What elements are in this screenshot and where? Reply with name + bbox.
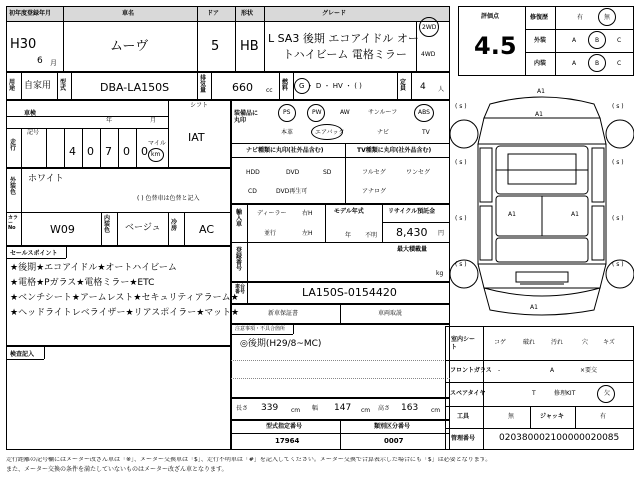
- diagram-s-mark: ( s ): [612, 215, 624, 222]
- drive-2wd: 2WD: [422, 24, 437, 31]
- capacity-label: 定員: [400, 79, 407, 92]
- ac-label: 冷房: [171, 219, 178, 232]
- model-year-unit: 年: [345, 232, 352, 239]
- seat-label: 室内シート: [451, 336, 476, 352]
- doors-label: ドア: [207, 10, 219, 17]
- category-label: 類別区分番号: [374, 423, 411, 430]
- grade-line1: L SA3 後期 エコアイドル オー: [268, 32, 419, 45]
- equip-aw: AW: [340, 109, 350, 116]
- recycle-amount: 8,430: [396, 226, 428, 239]
- model-year-unknown: 不明: [365, 232, 378, 239]
- length-label: 長さ: [236, 405, 249, 412]
- navi-dvd-play: DVD再生可: [276, 188, 308, 195]
- height-unit: cm: [431, 407, 441, 414]
- seat-item: キズ: [603, 339, 615, 346]
- mileage-digit: 0: [87, 145, 94, 158]
- model: DBA-LA150S: [100, 81, 170, 94]
- navi-header: ナビ種類に丸印(社外品含む): [246, 147, 324, 154]
- interior-color: ベージュ: [125, 223, 161, 233]
- windshield-a: A: [550, 367, 555, 374]
- sales-line: ★ヘッドライトレベライザー★リアスポイラー★マット★: [10, 308, 240, 318]
- seat-item: 破れ: [523, 339, 536, 346]
- model-designation: 17964: [275, 437, 300, 445]
- recycle-label: リサイクル預託金: [388, 208, 436, 215]
- equip-pw: PW: [312, 109, 322, 116]
- diagram-a1-rear: A1: [530, 304, 538, 311]
- diagram-s-mark: ( s ): [612, 159, 624, 166]
- mileage-label: 走行: [10, 139, 17, 152]
- equip-tv: TV: [422, 129, 430, 136]
- grade-b: B: [595, 60, 600, 67]
- management-number: 020380002100000020085: [499, 433, 620, 443]
- repair-no: 無: [604, 14, 611, 21]
- displacement-label: 排気量: [200, 75, 207, 94]
- tv-analog: アナログ: [362, 188, 387, 195]
- reg-no-label: 登録番号: [236, 247, 243, 272]
- windshield-x: ×要交: [580, 367, 598, 374]
- width-unit: cm: [361, 407, 371, 414]
- equip-sunroof: サンルーフ: [368, 109, 398, 116]
- ac: AC: [199, 223, 215, 236]
- exterior-label: 外装色: [10, 177, 17, 196]
- grade-line2: トハイビーム 電格ミラー: [283, 48, 407, 61]
- windshield-dash: -: [498, 367, 501, 374]
- car-name-label: 車名: [122, 10, 135, 17]
- seat-item: 穴: [582, 339, 589, 346]
- mileage-digit: 0: [141, 145, 148, 158]
- diagram-s-mark: ( s ): [612, 103, 624, 110]
- length: 339: [261, 403, 279, 413]
- sales-line: ★後期★エコアイドル★オートハイビーム: [10, 263, 177, 273]
- inspector-block: [6, 346, 231, 450]
- equip-abs: ABS: [418, 109, 430, 116]
- chassis-label: 車台番号: [235, 284, 246, 295]
- max-load-unit: kg: [436, 270, 444, 277]
- color-no: W09: [50, 223, 75, 236]
- diagram-s-mark: ( s ): [455, 261, 467, 268]
- tv-header: TV種類に丸印(社外品含む): [357, 147, 432, 154]
- car-diagram: [450, 84, 634, 324]
- tools-value: 無: [508, 413, 515, 420]
- reg-month: 6: [37, 56, 43, 66]
- sales-line: ★電格★Pガラス★電格ミラー★ETC: [10, 278, 155, 288]
- capacity-unit: 人: [438, 86, 445, 93]
- model-designation-label: 型式指定番号: [266, 423, 303, 430]
- max-load-label: 最大積載量: [397, 246, 428, 253]
- mileage-digit: 7: [105, 145, 112, 158]
- navi-dvd: DVD: [286, 169, 300, 176]
- drive-4wd: 4WD: [421, 51, 436, 58]
- diagram-a1-side: A1: [571, 211, 579, 218]
- seat-item: コゲ: [494, 339, 507, 346]
- capacity: 4: [420, 82, 426, 92]
- footer-note-1: 走行距離の記号欄にはメーター改ざん車は「※」、メーター交換車は「$」、走行不明車は「#」を記入してください。メーター交換で合算表示した場合にも「$」は必要となります。: [6, 457, 492, 463]
- mile-label: マイル: [148, 140, 166, 147]
- reg-month-unit: 月: [50, 59, 57, 67]
- mileage-digit: 4: [69, 145, 76, 158]
- first-reg-label: 初年度登録年月: [9, 10, 52, 17]
- color-no-label: カラーNo: [8, 215, 19, 231]
- header-bg: [7, 7, 449, 21]
- tv-fullseg: フルセグ: [362, 169, 386, 176]
- displacement: 660: [232, 81, 253, 94]
- jack-label: ジャッキ: [540, 413, 564, 420]
- height: 163: [401, 403, 419, 413]
- category-number: 0007: [384, 437, 404, 445]
- diagram-s-mark: ( s ): [455, 215, 467, 222]
- car-name: ムーヴ: [110, 39, 149, 54]
- chassis-number: LA150S-0154420: [302, 286, 397, 299]
- score-label: 評価点: [481, 13, 500, 20]
- jack-value: 有: [600, 413, 607, 420]
- grade-b: B: [595, 37, 600, 44]
- spare-t: T: [532, 390, 536, 397]
- management-label: 管理番号: [451, 435, 476, 442]
- km-label: km: [151, 151, 161, 158]
- import-left: 左H: [302, 230, 313, 237]
- interior-label: 内装色: [104, 215, 111, 234]
- grade-a: A: [572, 37, 577, 44]
- grade-label: グレード: [322, 10, 347, 17]
- width: 147: [334, 403, 352, 413]
- equip-leather: 本革: [281, 129, 294, 136]
- grade-c: C: [617, 60, 622, 67]
- width-label: 幅: [312, 405, 319, 412]
- inspector-label: 検査記入: [10, 351, 35, 358]
- model-year-label: モデル年式: [334, 208, 364, 215]
- notes-block: [231, 324, 450, 398]
- diagram-s-mark: ( s ): [612, 261, 624, 268]
- exterior-grade-label: 外装: [534, 37, 547, 44]
- diagram-s-mark: ( s ): [455, 103, 467, 110]
- tv-oneseg: ワンセグ: [406, 169, 431, 176]
- shape-label: 形状: [241, 10, 254, 17]
- repair-label: 修復歴: [530, 14, 549, 21]
- equip-navi: ナビ: [377, 129, 390, 136]
- equipment-label: 装備品に丸印: [234, 110, 259, 125]
- grade-a: A: [572, 60, 577, 67]
- diagram-a1-front: A1: [537, 88, 545, 95]
- height-label: 高さ: [378, 405, 391, 412]
- era-year: H30: [10, 37, 37, 52]
- model-label: 型式: [60, 79, 67, 92]
- diagram-a1-side: A1: [508, 211, 516, 218]
- tools-label: 工具: [457, 413, 470, 420]
- navi-hdd: HDD: [246, 169, 260, 176]
- import-label: 輸入車: [236, 209, 243, 228]
- diagram-s-mark: ( s ): [455, 159, 467, 166]
- seat-item: 汚れ: [551, 339, 564, 346]
- length-unit: cm: [291, 407, 301, 414]
- usage-row: [6, 72, 450, 100]
- equip-airbag: エアバック: [315, 129, 345, 136]
- recycle-yen: 円: [438, 230, 445, 237]
- navi-cd: CD: [248, 188, 257, 195]
- sales-label: セールスポイント: [10, 250, 58, 257]
- mileage-digit: 0: [123, 145, 130, 158]
- sales-line: ★ベンチシート★アームレスト★セキュリティアラーム★: [10, 293, 239, 303]
- displacement-unit: cc: [266, 87, 273, 94]
- usage: 自家用: [24, 81, 52, 91]
- import-dealer: ディーラー: [257, 210, 287, 217]
- diagram-a1-hood: A1: [535, 111, 543, 118]
- shaken-label: 車検: [24, 110, 37, 117]
- notes-text: ◎後期(H29/8~MC): [240, 339, 322, 349]
- navi-sd: SD: [323, 169, 332, 176]
- spare-kit: 修理KIT: [554, 390, 576, 397]
- footer-note-2: また、メーター交換の条件を満たしていないものはメーター改ざん車となります。: [6, 466, 228, 473]
- equip-ps: PS: [283, 109, 291, 116]
- shift: IAT: [188, 131, 205, 144]
- record-label: 記号: [27, 129, 40, 136]
- score: 4.5: [474, 32, 517, 60]
- usage-label: 用途: [9, 79, 16, 92]
- grade-c: C: [617, 37, 622, 44]
- spare-label: スペアタイヤ: [450, 390, 486, 397]
- shift-label: シフト: [190, 102, 209, 109]
- shaken-month: 月: [150, 117, 157, 124]
- exterior-color: ホワイト: [28, 174, 64, 184]
- notes-label: 注意事項・不具合箇所: [235, 326, 286, 332]
- fuel-options: G ・ D ・ HV ・ ( ): [299, 82, 362, 90]
- windshield-label: フロントガラス: [450, 367, 492, 374]
- doors: 5: [211, 39, 220, 54]
- new-car-warranty: 新車保証書: [268, 310, 299, 317]
- shape: HB: [240, 39, 259, 54]
- shaken-year: 年: [106, 117, 113, 124]
- import-parallel: 並行: [264, 230, 277, 237]
- repair-yes: 有: [577, 14, 584, 21]
- import-right: 右H: [302, 210, 313, 217]
- spare-ketsu: 欠: [604, 390, 611, 397]
- vehicle-manual: 車両取説: [378, 310, 403, 317]
- interior-grade-label: 内装: [534, 60, 547, 67]
- color-note: ( ) 色替車は色替と記入: [137, 195, 200, 202]
- fuel-label: 燃料: [282, 79, 289, 92]
